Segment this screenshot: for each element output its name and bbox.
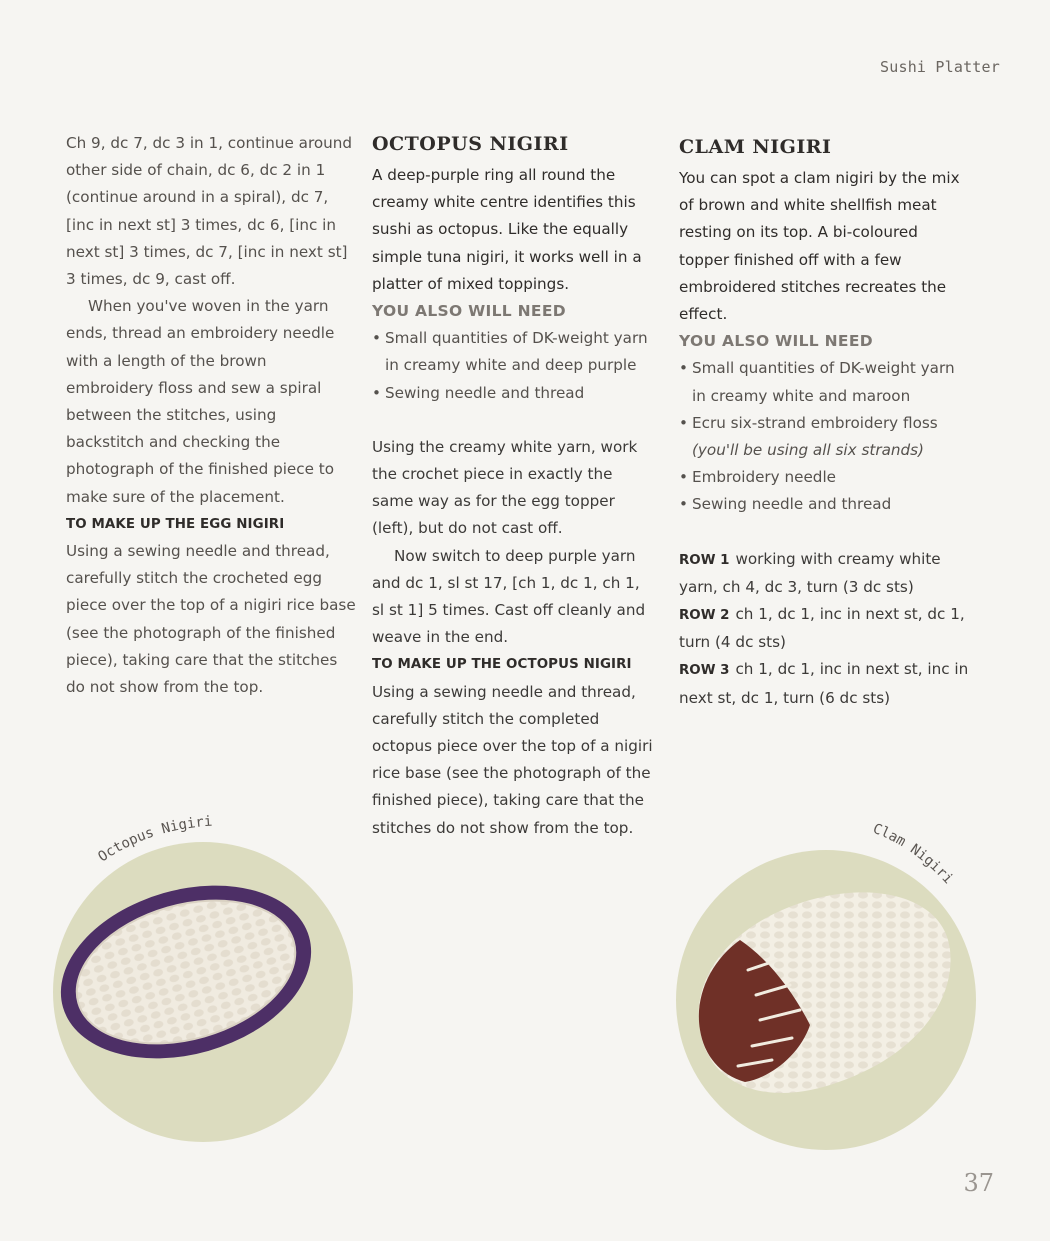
octopus-makeup-heading: TO MAKE UP THE OCTOPUS NIGIRI [372, 657, 632, 673]
octopus-label-path: Octopus Nigiri [95, 813, 214, 866]
list-item [679, 410, 969, 464]
clam-nigiri-photo [660, 820, 990, 1160]
running-head: Sushi Platter [880, 58, 1000, 76]
list-item: • Embroidery needle [679, 464, 969, 491]
column-egg-continued [66, 130, 356, 701]
list-item: • Small quantities of DK-weight yarn in creamy white and maroon [679, 355, 969, 409]
page-number: 37 [963, 1169, 994, 1197]
clam-need-heading: YOU ALSO WILL NEED [679, 332, 873, 351]
clam-row-2 [679, 601, 969, 656]
row-label: ROW 2 [679, 608, 730, 624]
egg-makeup-paragraph: Using a sewing needle and thread, carefully stitch the crocheted egg piece over the top of a nigiri rice base (see the photograph of the finished piece), taking care that the stitches do not show from the top. [66, 542, 356, 697]
column-octopus-nigiri [372, 130, 654, 842]
row-label: ROW 1 [679, 552, 730, 568]
egg-embroidery-paragraph: When you've woven in the yarn ends, thread an embroidery needle with a length of the brown embroidery floss and sew a spiral between the stitches, using backstitch and checking the photograph of the finished piece to make sure of the placement. [66, 297, 335, 506]
clam-row-1 [679, 546, 969, 601]
octopus-pattern-paragraph: Using the creamy white yarn, work the crochet piece in exactly the same way as for the egg topper (left), but do not cast off. [372, 437, 638, 538]
octopus-makeup-paragraph: Using a sewing needle and thread, carefully stitch the completed octopus piece over the top of a nigiri rice base (see the photograph of the finished piece), taking care that the stitches do not show from the top. [372, 682, 653, 837]
row-label: ROW 3 [679, 663, 730, 679]
list-item: • Sewing needle and thread [679, 491, 969, 518]
clam-label-path: Clam Nigiri [870, 820, 957, 888]
octopus-ring-paragraph: Now switch to deep purple yarn and dc 1, sl st 17, [ch 1, dc 1, ch 1, sl st 1] 5 times. Cast off cleanly and weave in the end. [372, 546, 646, 647]
clam-need-list [679, 355, 969, 518]
octopus-nigiri-photo [40, 800, 370, 1150]
need-item-note: (you'll be using all six strands) [692, 441, 924, 460]
row-text: ch 1, dc 1, inc in next st, dc 1, turn (4 dc sts) [679, 605, 965, 652]
octopus-intro: A deep-purple ring all round the creamy white centre identifies this sushi as octopus. Like the equally simple tuna nigiri, it works well in a platter of mixed toppings. [372, 166, 642, 293]
octopus-title: OCTOPUS NIGIRI [372, 133, 569, 155]
octopus-need-heading: YOU ALSO WILL NEED [372, 302, 566, 321]
row-text: ch 1, dc 1, inc in next st, inc in next st, dc 1, turn (6 dc sts) [679, 660, 969, 707]
egg-makeup-heading: TO MAKE UP THE EGG NIGIRI [66, 516, 285, 532]
list-item: • Small quantities of DK-weight yarn in creamy white and deep purple [372, 325, 654, 379]
egg-pattern-paragraph: Ch 9, dc 7, dc 3 in 1, continue around other side of chain, dc 6, dc 2 in 1 (continue around in a spiral), dc 7, [inc in next st] 3 times, dc 6, [inc in next st] 3 times, dc 7, [inc in next st] 3 times, dc 9, cast off. [66, 134, 353, 289]
clam-intro: You can spot a clam nigiri by the mix of brown and white shellfish meat resting on its top. A bi-coloured topper finished off with a few embroidered stitches recreates the effect. [679, 169, 960, 324]
octopus-need-list [372, 325, 654, 407]
clam-title: CLAM NIGIRI [679, 136, 832, 158]
clam-row-3 [679, 656, 969, 711]
need-item-main: Ecru six-strand embroidery floss [692, 413, 938, 432]
column-clam-nigiri [679, 133, 969, 712]
row-text: working with creamy white yarn, ch 4, dc 3, turn (3 dc sts) [679, 549, 941, 596]
list-item: • Sewing needle and thread [372, 380, 654, 407]
